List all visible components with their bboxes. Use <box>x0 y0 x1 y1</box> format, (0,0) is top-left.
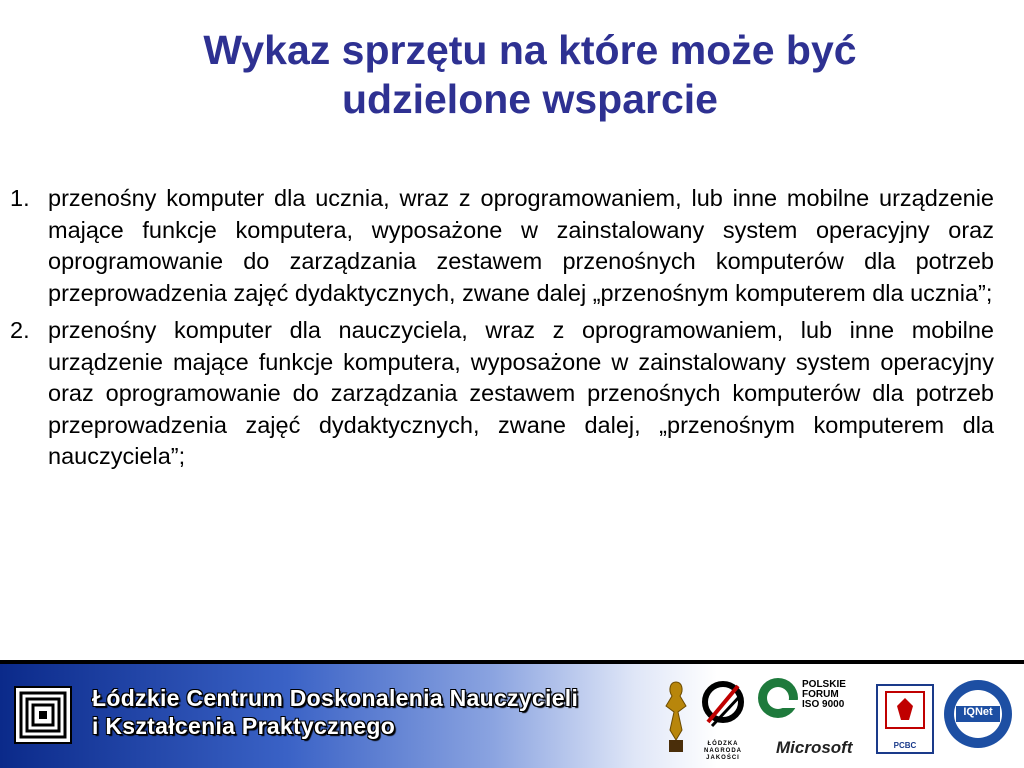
equipment-list <box>10 183 994 479</box>
iqnet-label: IQNet <box>963 706 993 718</box>
forum-line-2: FORUM <box>802 689 839 700</box>
page-title <box>80 26 980 124</box>
iso-forum-icon <box>756 676 800 720</box>
list-item <box>10 315 994 473</box>
lodzka-nagroda-jakosci-logo <box>698 676 748 762</box>
iqnet-certified-logo <box>942 678 1014 750</box>
organization-name <box>92 684 578 740</box>
org-name-line-1: Łódzkie Centrum Doskonalenia Nauczycieli <box>92 685 579 711</box>
pcbc-certificate-logo <box>876 684 934 754</box>
pcbc-label: PCBC <box>893 741 917 750</box>
microsoft-label: Microsoft <box>776 738 853 757</box>
list-item-text: przenośny komputer dla nauczyciela, wraz z oprogramowaniem, lub inne mobilne urządzenie mające funkcje komputera, wyposażone w zainstalowany system operacyjny oraz oprogramowanie do zarządzania zestawem przenośnych komputerów dla potrzeb przeprowadzenia zajęć dydaktycznych, zwane dalej, „przenośnym komputerem dla nauczyciela”; <box>48 317 994 469</box>
pcbc-eagle-icon <box>878 686 932 736</box>
list-item-number: 2. <box>10 317 30 343</box>
iso-forum-microsoft-logo <box>756 676 864 764</box>
list-item-number: 1. <box>10 185 30 211</box>
forum-line-3: ISO 9000 <box>802 699 845 710</box>
footer-banner <box>0 664 1024 768</box>
award-statuette-icon <box>662 678 690 756</box>
list-item-text: przenośny komputer dla ucznia, wraz z oprogramowaniem, lub inne mobilne urządzenie mające funkcje komputera, wyposażone w zainstalowany system operacyjny oraz oprogramowanie do zarządzania zestawem przenośnych komputerów dla potrzeb przeprowadzenia zajęć dydaktycznych, zwane dalej „przenośnym komputerem dla ucznia”; <box>48 185 994 306</box>
lcdnikp-logo-icon <box>14 686 72 744</box>
quality-award-icon <box>698 676 748 736</box>
award-label-2: NAGRODA <box>704 748 742 754</box>
title-line-1: Wykaz sprzętu na które może być <box>203 27 857 73</box>
award-label-1: ŁÓDZKA <box>707 741 739 747</box>
title-line-2: udzielone wsparcie <box>342 76 718 122</box>
org-name-line-2: i Kształcenia Praktycznego <box>92 713 396 739</box>
forum-line-1: POLSKIE <box>802 679 846 690</box>
award-label-3: JAKOŚCI <box>706 755 740 761</box>
list-item <box>10 183 994 309</box>
